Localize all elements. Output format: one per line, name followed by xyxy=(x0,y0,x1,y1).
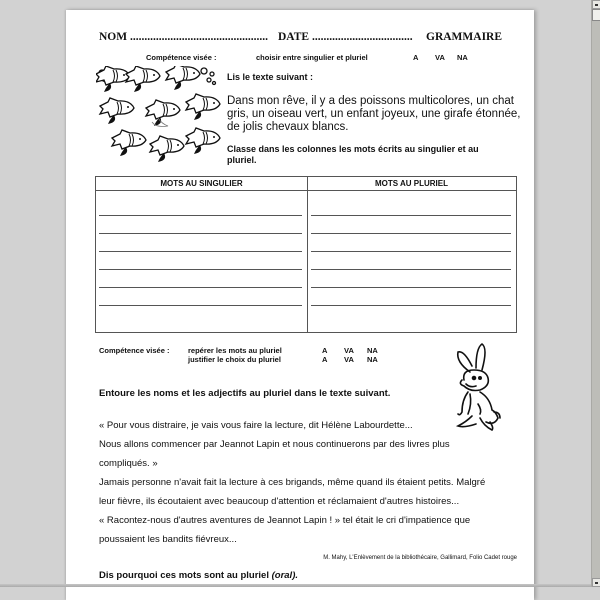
exercise2-text-line: leur fièvre, ils écoutaient avec beaucoup d'attention et réclamaient d'autres histoires... xyxy=(99,496,460,507)
scroll-up-button[interactable] xyxy=(592,0,600,9)
level-na: NA xyxy=(367,346,378,355)
fish-school-icon xyxy=(96,66,224,164)
exercise1-text-line: de jolis chevaux blancs. xyxy=(227,121,349,133)
exercise3-instruction-suffix: (oral). xyxy=(271,570,298,581)
answer-line[interactable] xyxy=(311,287,511,288)
answer-line[interactable] xyxy=(99,287,302,288)
competence-skill: choisir entre singulier et pluriel xyxy=(256,53,368,62)
level-va: VA xyxy=(435,53,445,62)
answer-line[interactable] xyxy=(99,269,302,270)
vertical-scrollbar[interactable] xyxy=(591,0,600,587)
scroll-thumb[interactable] xyxy=(592,9,600,21)
singular-column-header: MOTS AU SINGULIER xyxy=(96,177,307,191)
level-a: A xyxy=(322,346,328,355)
plural-column xyxy=(307,177,516,332)
competence-skill: repérer les mots au pluriel xyxy=(188,346,282,355)
answer-line[interactable] xyxy=(311,305,511,306)
subject-title: GRAMMAIRE xyxy=(426,31,503,43)
exercise1-text-line: gris, un oiseau vert, un enfant joyeux, une girafe étonnée, xyxy=(227,108,521,120)
exercise2-instruction: Entoure les noms et les adjectifs au pluriel dans le texte suivant. xyxy=(99,388,391,399)
exercise1-task: pluriel. xyxy=(227,155,257,165)
exercise1-task: Classe dans les colonnes les mots écrits au singulier et au xyxy=(227,144,479,154)
exercise2-text-line: « Racontez-nous d'autres aventures de Jeannot Lapin ! » tel était le cri d'impatience que xyxy=(99,515,471,526)
rabbit-icon xyxy=(450,342,506,434)
exercise2-text-line: compliqués. » xyxy=(99,458,158,469)
plural-column-header: MOTS AU PLURIEL xyxy=(307,177,516,191)
answer-line[interactable] xyxy=(99,215,302,216)
competence-label: Compétence visée : xyxy=(146,53,217,62)
answer-line[interactable] xyxy=(99,251,302,252)
answer-line[interactable] xyxy=(311,269,511,270)
date-field-label: DATE ................................... xyxy=(278,31,413,43)
answer-line[interactable] xyxy=(99,233,302,234)
answer-line[interactable] xyxy=(99,305,302,306)
exercise2-text-line: Nous allons commencer par Jeannot Lapin et nous continuerons par des livres plus xyxy=(99,439,450,450)
competence-label: Compétence visée : xyxy=(99,346,170,355)
level-va: VA xyxy=(344,346,354,355)
level-va: VA xyxy=(344,355,354,364)
scroll-down-button[interactable] xyxy=(592,578,600,587)
level-na: NA xyxy=(367,355,378,364)
exercise1-instruction: Lis le texte suivant : xyxy=(227,72,314,82)
competence-skill: justifier le choix du pluriel xyxy=(188,355,281,364)
exercise2-text-line: Jamais personne n'avait fait la lecture à ces brigands, même quand ils étaient petits. Malgré xyxy=(99,477,486,488)
level-a: A xyxy=(322,355,328,364)
citation: M. Mahy, L'Enlèvement de la bibliothécaire, Gallimard, Folio Cadet rouge xyxy=(323,555,517,561)
level-na: NA xyxy=(457,53,468,62)
exercise3-instruction-text: Dis pourquoi ces mots sont au pluriel xyxy=(99,570,269,581)
exercise2-text-line: « Pour vous distraire, je vais vous faire la lecture, dit Hélène Labourdette... xyxy=(99,420,413,431)
exercise2-text-line: poussaient les bandits fiévreux... xyxy=(99,534,237,545)
answer-line[interactable] xyxy=(311,215,511,216)
document-page xyxy=(66,10,534,600)
name-field-label: NOM ................................................ xyxy=(99,31,268,43)
answer-line[interactable] xyxy=(311,233,511,234)
exercise1-text-line: Dans mon rêve, il y a des poissons multicolores, un chat xyxy=(227,95,514,107)
answer-line[interactable] xyxy=(311,251,511,252)
level-a: A xyxy=(413,53,419,62)
classification-table xyxy=(95,176,517,333)
exercise3-instruction xyxy=(99,570,298,581)
singular-column xyxy=(96,177,308,332)
